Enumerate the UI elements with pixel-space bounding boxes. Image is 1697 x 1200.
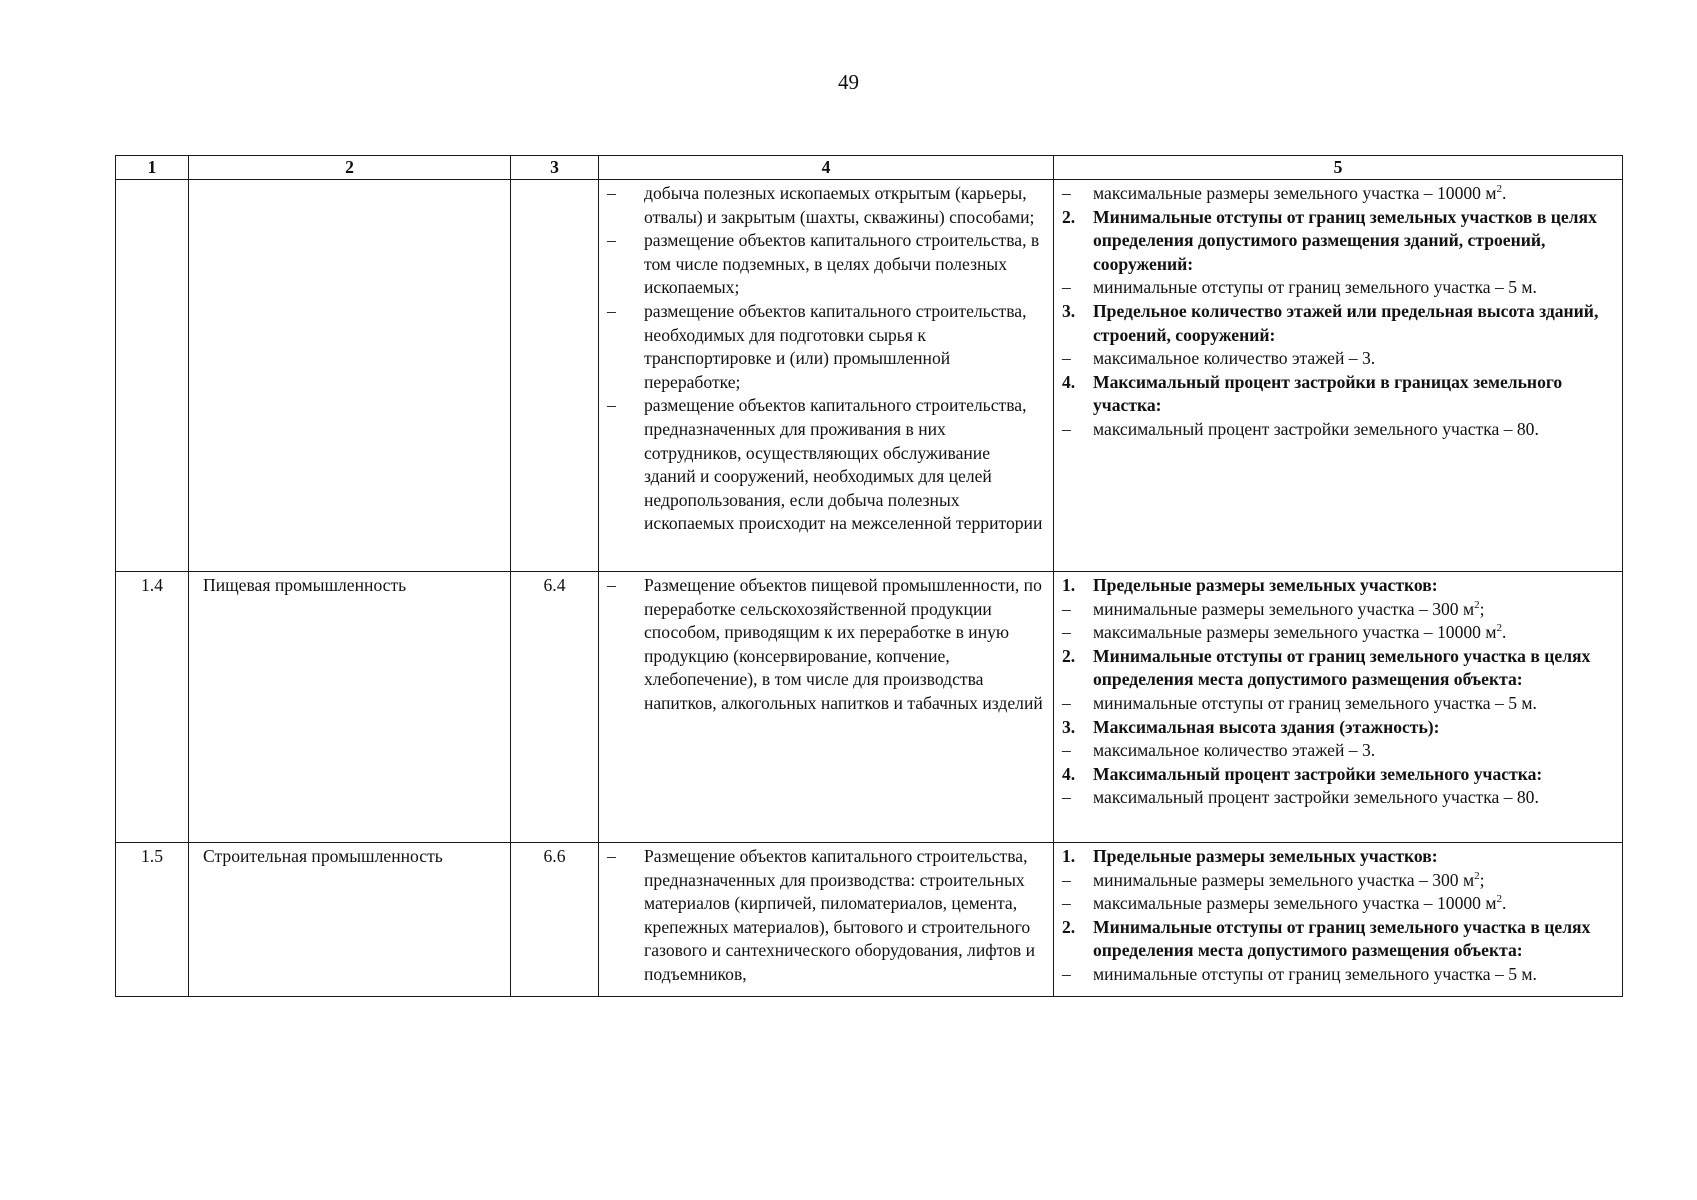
dash-marker: – (607, 300, 616, 321)
parameter-heading (1062, 574, 1616, 598)
parameter-value-main: минимальные размеры земельного участка – 300 м (1093, 598, 1475, 619)
row-number-cell (116, 180, 189, 572)
parameter-heading (1062, 300, 1616, 347)
unit-superscript: 2 (1496, 183, 1502, 196)
description-text: Размещение объектов капитального строительства, предназначенных для производства: строительных материалов (кирпичей, пиломатериалов, цемента, крепежных материалов), бытового и строительного газового и сантехнического оборудования, лифтов и подъемников, (644, 846, 1036, 984)
row-code-cell: 6.6 (511, 843, 599, 997)
parameter-value-main: максимальные размеры земельного участка – 10000 м (1093, 893, 1497, 914)
row-code-cell: 6.4 (511, 572, 599, 843)
row-parameters-cell (1054, 180, 1623, 572)
parameter-heading-text: Минимальные отступы от границ земельных участков в целях определения допустимого размещения зданий, строений, сооружений: (1093, 206, 1597, 274)
table-row (116, 843, 1623, 997)
parameter-value-text (1093, 869, 1616, 893)
parameter-number: 2. (1062, 206, 1076, 227)
parameter-number: 1. (1062, 846, 1076, 866)
parameter-number: 3. (1062, 716, 1076, 737)
parameter-value-main: максимальный процент застройки земельного участка – 80. (1093, 418, 1539, 439)
page-number: 49 (838, 70, 859, 94)
parameter-heading-text: Максимальный процент застройки в границах земельного участка: (1093, 371, 1563, 416)
dash-marker: – (1062, 418, 1071, 439)
parameter-heading (1062, 206, 1616, 277)
row-name-cell: Пищевая промышленность (189, 572, 511, 843)
parameter-value-text (1093, 598, 1616, 622)
parameter-value (1062, 276, 1616, 300)
description-text: размещение объектов капитального строительства, предназначенных для проживания в них сотрудников, осуществляющих обслуживание зданий и сооружений, необходимых для целей недропользования, если добыча полезных ископаемых происходит на межселенной территории (644, 395, 1043, 534)
description-text: размещение объектов капитального строительства, необходимых для подготовки сырья к транспортировке и (или) промышленной переработке; (644, 300, 1027, 392)
parameter-value (1062, 598, 1616, 622)
parameter-value-text (1093, 418, 1616, 442)
dash-marker: – (1062, 622, 1071, 643)
row-number-cell: 1.4 (116, 572, 189, 843)
parameter-heading-text: Минимальные отступы от границ земельного участка в целях определения места допустимого размещения объекта: (1093, 645, 1591, 690)
dash-marker: – (607, 230, 616, 251)
parameter-heading-text: Минимальные отступы от границ земельного участка в целях определения места допустимого размещения объекта: (1093, 916, 1591, 961)
parameter-heading-text: Предельные размеры земельных участков: (1093, 575, 1438, 595)
description-list (607, 845, 1045, 987)
column-header-2: 2 (189, 156, 511, 180)
dash-marker: – (1062, 963, 1071, 984)
dash-marker: – (1062, 869, 1071, 890)
parameter-number: 2. (1062, 645, 1076, 666)
parameter-value-main: максимальное количество этажей – 3. (1093, 740, 1376, 761)
parameter-value (1062, 347, 1616, 371)
unit-superscript: 2 (1496, 893, 1502, 906)
parameter-value-tail: ; (1479, 869, 1485, 890)
parameter-value-main: минимальные отступы от границ земельного участка – 5 м. (1093, 692, 1537, 713)
table-row (116, 572, 1623, 843)
parameter-value-text (1093, 963, 1616, 987)
description-item (607, 182, 1045, 229)
parameters-list (1062, 182, 1616, 442)
parameter-value-tail: . (1502, 893, 1507, 914)
row-parameters-cell (1054, 572, 1623, 843)
dash-marker: – (607, 575, 616, 595)
parameter-value-text (1093, 786, 1616, 810)
description-list (607, 182, 1045, 536)
row-description-cell (599, 843, 1054, 997)
parameter-heading-text: Максимальный процент застройки земельного участка: (1093, 763, 1543, 784)
parameter-heading-text: Максимальная высота здания (этажность): (1093, 716, 1440, 737)
parameter-value-main: минимальные отступы от границ земельного участка – 5 м. (1093, 963, 1537, 984)
row-description-cell (599, 572, 1054, 843)
parameter-value (1062, 621, 1616, 645)
parameter-value-tail: ; (1479, 598, 1485, 619)
description-list (607, 574, 1045, 716)
parameter-value-main: максимальные размеры земельного участка – 10000 м (1093, 622, 1497, 643)
parameter-value-tail: . (1502, 622, 1507, 643)
parameter-number: 4. (1062, 763, 1076, 784)
parameter-value-main: максимальный процент застройки земельного участка – 80. (1093, 787, 1539, 808)
parameter-heading (1062, 645, 1616, 692)
row-name-cell: Строительная промышленность (189, 843, 511, 997)
parameter-value-tail: . (1502, 183, 1507, 203)
parameter-value-text (1093, 692, 1616, 716)
column-header-4: 4 (599, 156, 1054, 180)
table-header-row (116, 156, 1623, 180)
unit-superscript: 2 (1474, 598, 1480, 611)
row-name-cell (189, 180, 511, 572)
parameter-number: 2. (1062, 916, 1076, 937)
parameter-heading-text: Предельные размеры земельных участков: (1093, 846, 1438, 866)
parameter-heading (1062, 371, 1616, 418)
parameter-heading (1062, 845, 1616, 869)
parameter-value (1062, 786, 1616, 810)
parameter-number: 4. (1062, 371, 1076, 392)
parameter-value-text (1093, 347, 1616, 371)
parameter-value (1062, 739, 1616, 763)
dash-marker: – (1062, 277, 1071, 298)
description-text: добыча полезных ископаемых открытым (карьеры, отвалы) и закрытым (шахты, скважины) способами; (644, 183, 1035, 227)
parameter-heading (1062, 763, 1616, 787)
description-item (607, 229, 1045, 300)
parameter-value-main: максимальное количество этажей – 3. (1093, 348, 1376, 369)
column-header-1: 1 (116, 156, 189, 180)
description-item (607, 574, 1045, 716)
parameter-value (1062, 963, 1616, 987)
parameter-value-text (1093, 739, 1616, 763)
land-use-table (115, 155, 1623, 997)
description-text: размещение объектов капитального строительства, в том числе подземных, в целях добычи полезных ископаемых; (644, 230, 1040, 298)
description-item (607, 845, 1045, 987)
parameter-value (1062, 182, 1616, 206)
unit-superscript: 2 (1474, 869, 1480, 882)
parameter-heading (1062, 716, 1616, 740)
dash-marker: – (1062, 183, 1071, 203)
parameter-heading (1062, 916, 1616, 963)
description-text: Размещение объектов пищевой промышленности, по переработке сельскохозяйственной продукции способом, приводящим к их переработке в иную продукцию (консервирование, копчение, хлебопечение), в том числе для производства напитков, алкогольных напитков и табачных изделий (644, 575, 1043, 713)
row-code-cell (511, 180, 599, 572)
parameter-value-main: минимальные отступы от границ земельного участка – 5 м. (1093, 277, 1537, 298)
parameter-value-text (1093, 182, 1616, 206)
parameter-value-main: максимальные размеры земельного участка – 10000 м (1093, 183, 1497, 203)
parameter-number: 3. (1062, 300, 1076, 321)
dash-marker: – (607, 395, 616, 416)
column-header-3: 3 (511, 156, 599, 180)
parameter-heading-text: Предельное количество этажей или предельная высота зданий, строений, сооружений: (1093, 300, 1599, 345)
parameter-value-text (1093, 276, 1616, 300)
dash-marker: – (1062, 598, 1071, 619)
description-item (607, 300, 1045, 394)
row-number-cell: 1.5 (116, 843, 189, 997)
dash-marker: – (1062, 692, 1071, 713)
parameter-value-text (1093, 892, 1616, 916)
dash-marker: – (607, 183, 616, 203)
row-parameters-cell (1054, 843, 1623, 997)
parameter-value (1062, 418, 1616, 442)
parameter-value-main: минимальные размеры земельного участка – 300 м (1093, 869, 1475, 890)
dash-marker: – (1062, 348, 1071, 369)
table-row (116, 180, 1623, 572)
parameter-value (1062, 692, 1616, 716)
dash-marker: – (1062, 787, 1071, 808)
column-header-5: 5 (1054, 156, 1623, 180)
parameter-value-text (1093, 621, 1616, 645)
parameters-list (1062, 574, 1616, 810)
parameter-value (1062, 892, 1616, 916)
parameter-number: 1. (1062, 575, 1076, 595)
parameters-list (1062, 845, 1616, 987)
dash-marker: – (1062, 893, 1071, 914)
dash-marker: – (1062, 740, 1071, 761)
unit-superscript: 2 (1496, 622, 1502, 635)
description-item (607, 394, 1045, 536)
parameter-value (1062, 869, 1616, 893)
row-description-cell (599, 180, 1054, 572)
dash-marker: – (607, 846, 616, 866)
